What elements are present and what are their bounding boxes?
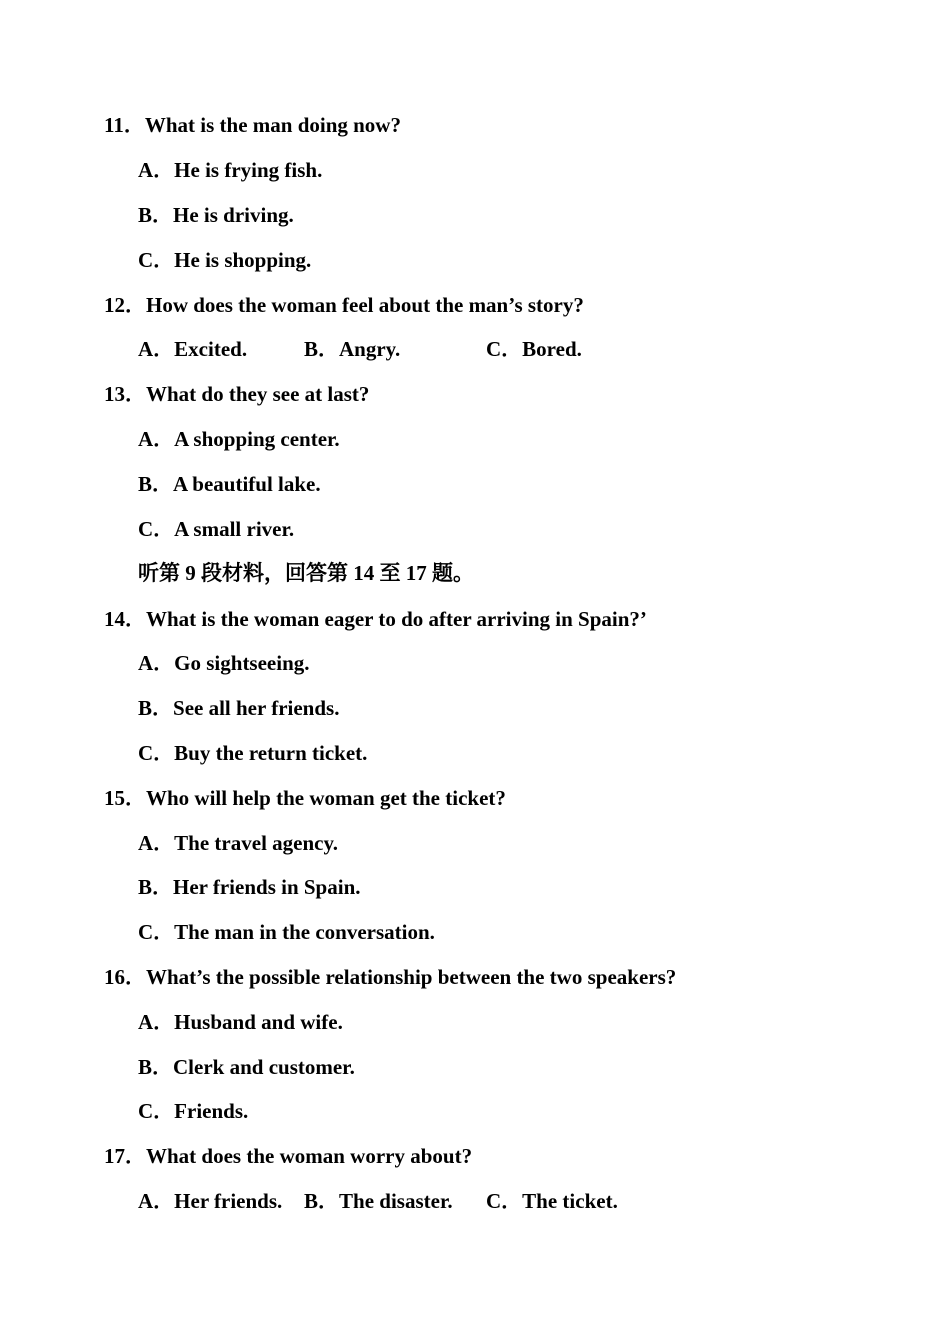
option-label: B．	[138, 1055, 174, 1079]
question-11	[104, 110, 401, 140]
option-text: Bored.	[522, 337, 582, 361]
question-15	[104, 783, 506, 813]
option-text: A shopping center.	[174, 427, 340, 451]
question-12	[104, 290, 584, 320]
option-c	[138, 245, 311, 275]
option-b	[304, 334, 400, 364]
question-number: 12．	[104, 293, 146, 317]
option-label: C．	[138, 248, 175, 272]
option-text: The ticket.	[522, 1189, 618, 1213]
option-a	[138, 648, 310, 678]
option-c	[486, 1186, 618, 1216]
option-text: Buy the return ticket.	[174, 741, 368, 765]
option-text: The travel agency.	[174, 831, 339, 855]
option-text: He is frying fish.	[174, 158, 323, 182]
option-label: A．	[138, 1189, 175, 1213]
option-c	[138, 917, 435, 947]
option-label: C．	[138, 517, 175, 541]
option-label: A．	[138, 427, 175, 451]
option-a	[138, 1186, 282, 1216]
option-label: C．	[486, 337, 523, 361]
option-text: A beautiful lake.	[173, 472, 321, 496]
option-label: C．	[138, 920, 175, 944]
option-text: See all her friends.	[173, 696, 340, 720]
option-b	[138, 469, 321, 499]
options-row	[138, 1186, 738, 1216]
option-text: Friends.	[174, 1099, 249, 1123]
option-b	[304, 1186, 453, 1216]
option-text: Husband and wife.	[174, 1010, 343, 1034]
option-text: He is driving.	[173, 203, 294, 227]
question-text: What’s the possible relationship between the two speakers?	[146, 965, 677, 989]
option-label: C．	[138, 741, 175, 765]
option-label: B．	[138, 203, 174, 227]
options-row	[138, 334, 738, 364]
option-label: A．	[138, 831, 175, 855]
question-number: 14．	[104, 607, 146, 631]
question-number: 16．	[104, 965, 146, 989]
option-a	[138, 424, 340, 454]
question-text: Who will help the woman get the ticket?	[146, 786, 506, 810]
question-number: 11．	[104, 113, 145, 137]
option-text: Excited.	[174, 337, 248, 361]
option-label: B．	[138, 472, 174, 496]
option-label: C．	[486, 1189, 523, 1213]
option-text: The man in the conversation.	[174, 920, 435, 944]
option-text: A small river.	[174, 517, 295, 541]
option-label: B．	[304, 337, 340, 361]
option-b	[138, 1052, 355, 1082]
option-b	[138, 693, 339, 723]
option-c	[138, 514, 294, 544]
option-text: Clerk and customer.	[173, 1055, 355, 1079]
question-text: What do they see at last?	[146, 382, 370, 406]
option-label: C．	[138, 1099, 175, 1123]
option-b	[138, 200, 294, 230]
option-a	[138, 334, 247, 364]
option-a	[138, 1007, 343, 1037]
option-c	[138, 1096, 248, 1126]
option-label: B．	[304, 1189, 340, 1213]
option-label: A．	[138, 337, 175, 361]
option-c	[138, 738, 367, 768]
option-b	[138, 872, 361, 902]
option-label: B．	[138, 875, 174, 899]
question-16	[104, 962, 676, 992]
question-text: What does the woman worry about?	[146, 1144, 473, 1168]
question-number: 17．	[104, 1144, 146, 1168]
question-14	[104, 604, 647, 634]
option-text: Her friends in Spain.	[173, 875, 361, 899]
option-c	[486, 334, 582, 364]
question-13	[104, 379, 369, 409]
question-text: What is the woman eager to do after arriving in Spain?’	[146, 607, 647, 631]
question-17	[104, 1141, 472, 1171]
option-text: He is shopping.	[174, 248, 312, 272]
option-label: B．	[138, 696, 174, 720]
option-text: Angry.	[339, 337, 401, 361]
question-number: 15．	[104, 786, 146, 810]
option-text: Go sightseeing.	[174, 651, 310, 675]
option-label: A．	[138, 158, 175, 182]
option-a	[138, 155, 322, 185]
section-instruction: 听第 9 段材料，回答第 14 至 17 题。	[138, 561, 474, 585]
option-text: The disaster.	[339, 1189, 453, 1213]
option-label: A．	[138, 651, 175, 675]
option-a	[138, 828, 338, 858]
option-text: Her friends.	[174, 1189, 283, 1213]
question-text: How does the woman feel about the man’s story?	[146, 293, 584, 317]
question-text: What is the man doing now?	[144, 113, 401, 137]
option-label: A．	[138, 1010, 175, 1034]
question-number: 13．	[104, 382, 146, 406]
